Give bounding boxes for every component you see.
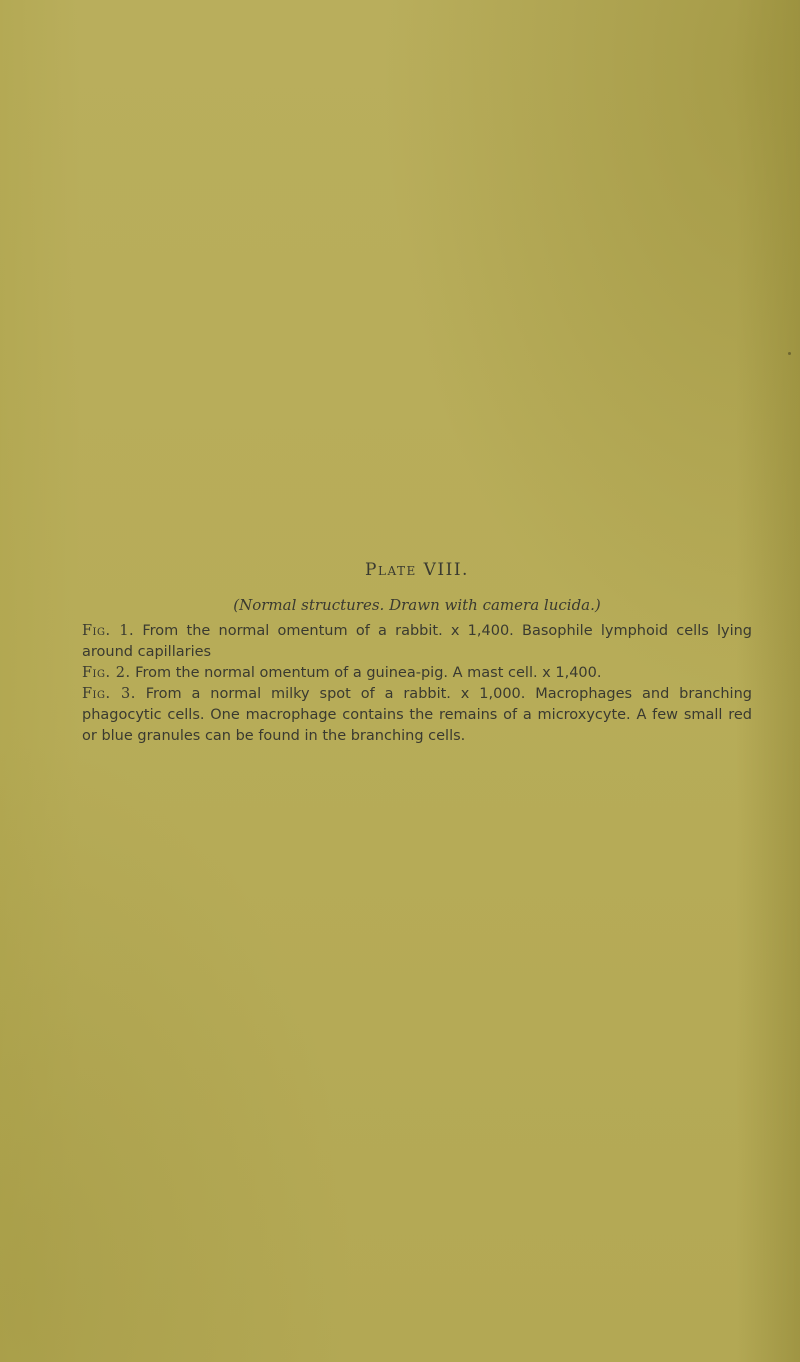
figure-label: Fig. 2.	[82, 665, 131, 682]
paper-speck	[788, 352, 791, 355]
figure-text: From the normal omentum of a guinea-pig. A mast cell. x 1,400.	[135, 665, 602, 682]
figure-caption-3	[82, 684, 752, 747]
figure-caption-2	[82, 663, 752, 684]
figure-label: Fig. 3.	[82, 686, 136, 703]
plate-subtitle: (Normal structures. Drawn with camera lucida.)	[233, 596, 601, 615]
figure-label: Fig. 1.	[82, 623, 135, 640]
figure-caption-1	[82, 621, 752, 663]
plate-title: Plate VIII.	[365, 560, 469, 580]
figure-text: From a normal milky spot of a rabbit. x 1,000. Macrophages and branching phagocytic cells. One macrophage contains the remains of a microxycyte. A few small red or blue granules can be found in the branching cells.	[82, 686, 752, 745]
plate-caption	[82, 560, 752, 747]
figure-text: From the normal omentum of a rabbit. x 1,400. Basophile lymphoid cells lying around capillaries	[82, 623, 753, 661]
